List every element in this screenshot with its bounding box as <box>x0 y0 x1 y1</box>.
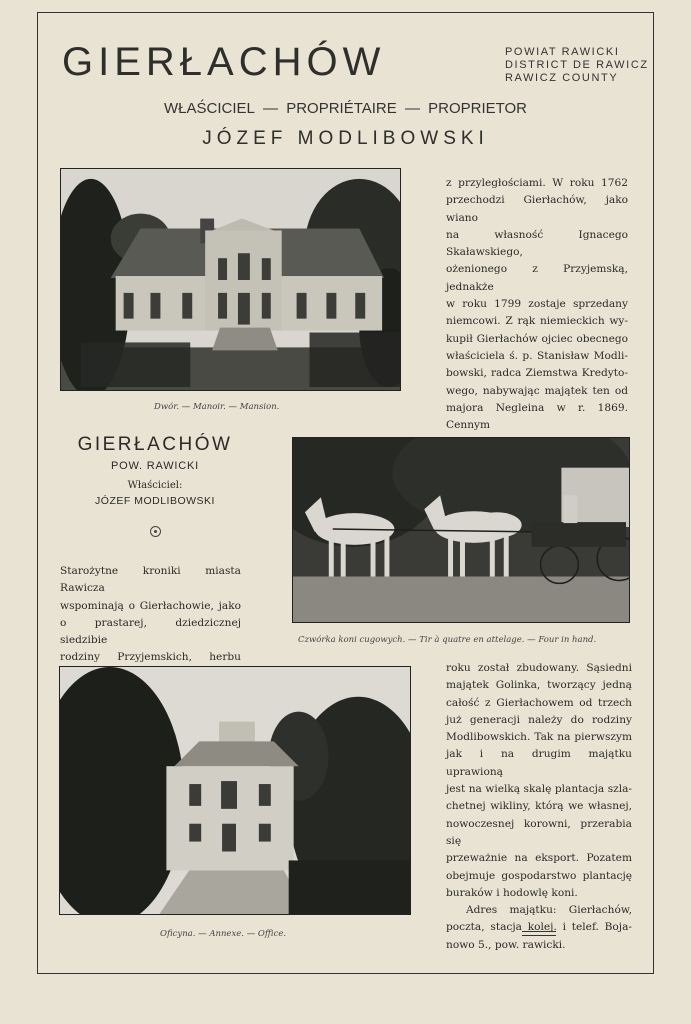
text-line: ożenionego z Przyjemską, jednakże <box>446 263 628 293</box>
text-line: poczta, stacja kolej. i telef. Boja- <box>446 921 632 934</box>
text-line: chetnej wikliny, którą we własnej, <box>446 800 632 813</box>
text-line: przechodzi Gierłachów, jako wiano <box>446 194 628 224</box>
county-line-pl: POWIAT RAWICKI <box>505 46 620 58</box>
manor-caption: Dwór. — Manoir. — Mansion. <box>154 402 280 412</box>
county-line-en: RAWICZ COUNTY <box>505 72 619 84</box>
ornament-icon <box>150 526 161 537</box>
inset-county: POW. RAWICKI <box>110 460 200 472</box>
owner-name: JÓZEF MODLIBOWSKI <box>202 128 489 149</box>
text-line: Modlibowskich. Tak na pierwszym <box>446 731 632 744</box>
text-line: nowo 5., pow. rawicki. <box>446 938 566 951</box>
text-line: majora Negleina w r. 1869. Cennym <box>446 401 628 432</box>
manor-photo <box>60 168 401 391</box>
text-line: buraków i hodowlę koni. <box>446 886 578 899</box>
text-line: w roku 1799 zostaje sprzedany <box>446 298 628 311</box>
text-column-bottom <box>446 660 632 954</box>
inset-heading <box>55 434 255 507</box>
owner-role-fr: PROPRIÉTAIRE <box>286 100 397 117</box>
inset-owner: JÓZEF MODLIBOWSKI <box>95 495 215 507</box>
role-separator: — <box>404 100 420 117</box>
owner-role-en: PROPRIETOR <box>428 100 528 117</box>
county-block <box>505 46 649 85</box>
horses-photo <box>292 437 630 623</box>
text-line: nowoczesnej korowni, przerabia się <box>446 817 632 847</box>
text-line: całość z Gierłachowem od trzech <box>446 696 632 709</box>
text-line: właściciela ś. p. Stanisław Modli- <box>446 349 628 362</box>
text-line: obejmuje gospodarstwo plantację <box>446 869 632 882</box>
annex-caption: Oficyna. — Annexe. — Office. <box>160 929 287 939</box>
text-line: jest na wielką skalę plantacja szla- <box>446 783 632 796</box>
inset-title: GIERŁACHÓW <box>77 434 233 455</box>
text-line: Adres majątku: Gierłachów, <box>466 904 632 917</box>
text-line: wego, nabywając majątek ten od <box>446 384 628 397</box>
text-line: roku został zbudowany. Sąsiedni <box>446 662 632 674</box>
text-line: wspominają o Gierłachowie, jako <box>60 599 241 612</box>
page-title: GIERŁACHÓW <box>62 40 386 84</box>
text-line: bowski, radca Ziemstwa Kredyto- <box>446 367 628 380</box>
text-line: o prastarej, dziedzicznej siedzibie <box>60 616 241 647</box>
annex-photo <box>59 666 411 915</box>
inset-owner-label: Właściciel: <box>127 480 183 491</box>
horses-caption: Czwórka koni cugowych. — Tir à quatre en attelage. — Four in hand. <box>298 635 597 645</box>
text-line: przeważnie na eksport. Pozatem <box>446 852 632 865</box>
text-line: kupił Gierłachów ojciec obecnego <box>446 332 628 345</box>
text-line: jak i na drugim majątku uprawioną <box>446 748 632 778</box>
text-line: Starożytne kroniki miasta Rawicza <box>60 565 241 595</box>
county-line-fr: DISTRICT DE RAWICZ <box>505 59 649 71</box>
text-line: niemcowi. Z rąk niemieckich wy- <box>446 315 628 328</box>
owner-role-pl: WŁAŚCICIEL <box>163 100 255 117</box>
text-line: na własność Ignacego Skaławskiego, <box>446 228 628 259</box>
text-line: majątek Golinka, tworzący jedną <box>446 679 632 692</box>
text-line: już generacji należy do rodziny <box>446 713 632 726</box>
closing-rule <box>522 931 556 936</box>
text-line: rodziny Przyjemskich, herbu <box>60 651 241 664</box>
text-line: z przyległościami. W roku 1762 <box>446 177 628 189</box>
role-separator: — <box>263 100 279 117</box>
owner-roles-line <box>0 100 691 117</box>
